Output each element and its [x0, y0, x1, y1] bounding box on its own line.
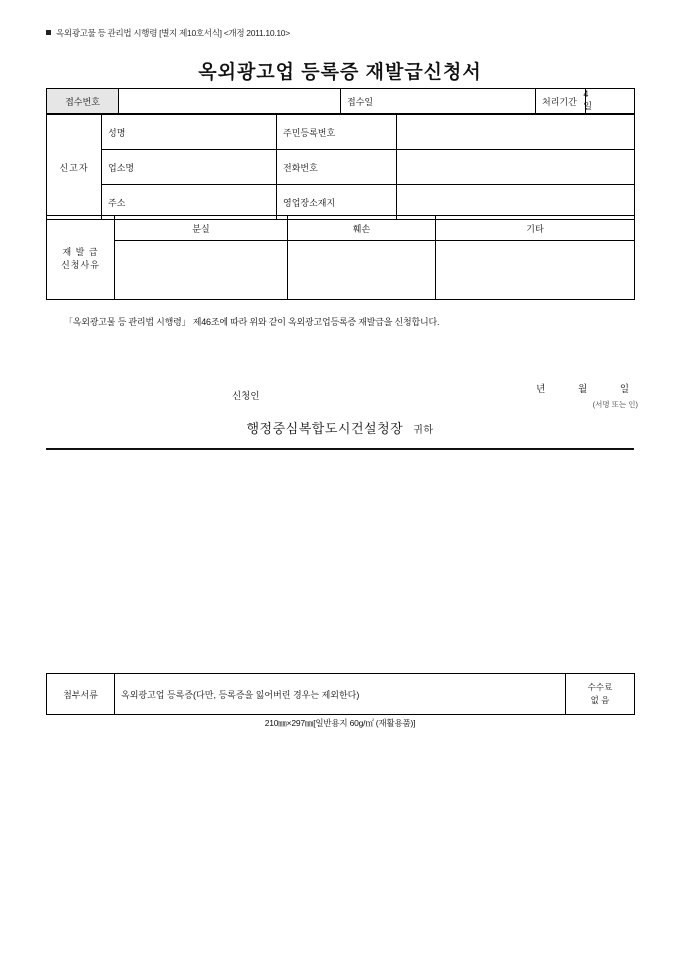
reason-value-other[interactable] [436, 241, 635, 300]
applicant-name-label: 성명 [102, 115, 277, 150]
addressee [0, 418, 680, 437]
reason-row-label-line2: 신청사유 [61, 259, 100, 270]
date-year-label: 년 [536, 384, 547, 395]
page-title: 옥외광고업 등록증 재발급신청서 [198, 62, 482, 83]
business-name-label: 업소명 [102, 150, 277, 185]
fee-cell [566, 674, 635, 715]
form-reference-text: 옥외광고물 등 관리법 시행령 [별지 제10호서식] <개정 2011.10.10> [56, 28, 290, 38]
paper-spec-note: 210㎜×297㎜[일반용지 60g/㎡ (재활용품)] [264, 718, 416, 728]
attachment-table [46, 673, 635, 715]
reason-header-other: 기타 [436, 216, 635, 241]
reason-header-lost: 분실 [115, 216, 288, 241]
table-row [47, 216, 635, 241]
receipt-no-label: 접수번호 [47, 89, 119, 114]
addressee-suffix: 귀하 [413, 425, 434, 436]
fee-value: 없 음 [590, 695, 610, 705]
addressee-name: 행정중심복합도시건설청장 [246, 421, 404, 436]
fee-label: 수수료 [587, 682, 613, 693]
receipt-date-label: 접수일 [347, 96, 374, 107]
table-row [47, 674, 635, 715]
table-row [47, 89, 635, 114]
legal-statement: 「옥외광고물 등 관리법 시행령」 제46조에 따라 위와 같이 옥외광고업등록증 재발급을 신청합니다. [64, 317, 440, 327]
applicant-resident-no-label: 주민등록번호 [277, 115, 397, 150]
reason-value-lost[interactable] [115, 241, 288, 300]
reason-value-damaged[interactable] [288, 241, 436, 300]
applicant-row-label: 신고자 [47, 115, 102, 220]
reason-row-label-line1: 재 발 급 [62, 246, 99, 257]
address-label: 주소 [102, 185, 277, 220]
processing-time-label: 처리기간 [536, 89, 586, 114]
business-location-label: 영업장소재지 [277, 185, 397, 220]
reason-header-damaged: 훼손 [288, 216, 436, 241]
reason-row-label [47, 216, 115, 300]
date-month-label: 월 [577, 384, 589, 395]
date-line [508, 381, 630, 395]
applicant-signature-label: 신청인 [232, 391, 260, 402]
reissue-reason-table [46, 215, 635, 300]
seal-note: (서명 또는 인) [592, 400, 638, 409]
section-divider [46, 448, 634, 450]
receipt-date-cell[interactable] [341, 89, 536, 114]
phone-label: 전화번호 [277, 150, 397, 185]
table-row [47, 150, 635, 185]
bullet-square-icon [46, 30, 51, 35]
receipt-info-table [46, 88, 635, 114]
form-reference-line [46, 27, 290, 39]
applicant-table [46, 114, 635, 220]
phone-value[interactable] [397, 150, 635, 185]
attachment-label: 첨부서류 [47, 674, 115, 715]
attachment-content: 옥외광고업 등록증(다만, 등록증을 잃어버린 경우는 제외한다) [115, 674, 566, 715]
table-row [47, 115, 635, 150]
processing-time-cell [583, 89, 635, 114]
date-day-label: 일 [619, 384, 630, 395]
applicant-resident-no-value[interactable] [397, 115, 635, 150]
receipt-no-value[interactable] [119, 89, 341, 114]
table-row [47, 241, 635, 300]
processing-time-value: 4일 [583, 89, 593, 111]
